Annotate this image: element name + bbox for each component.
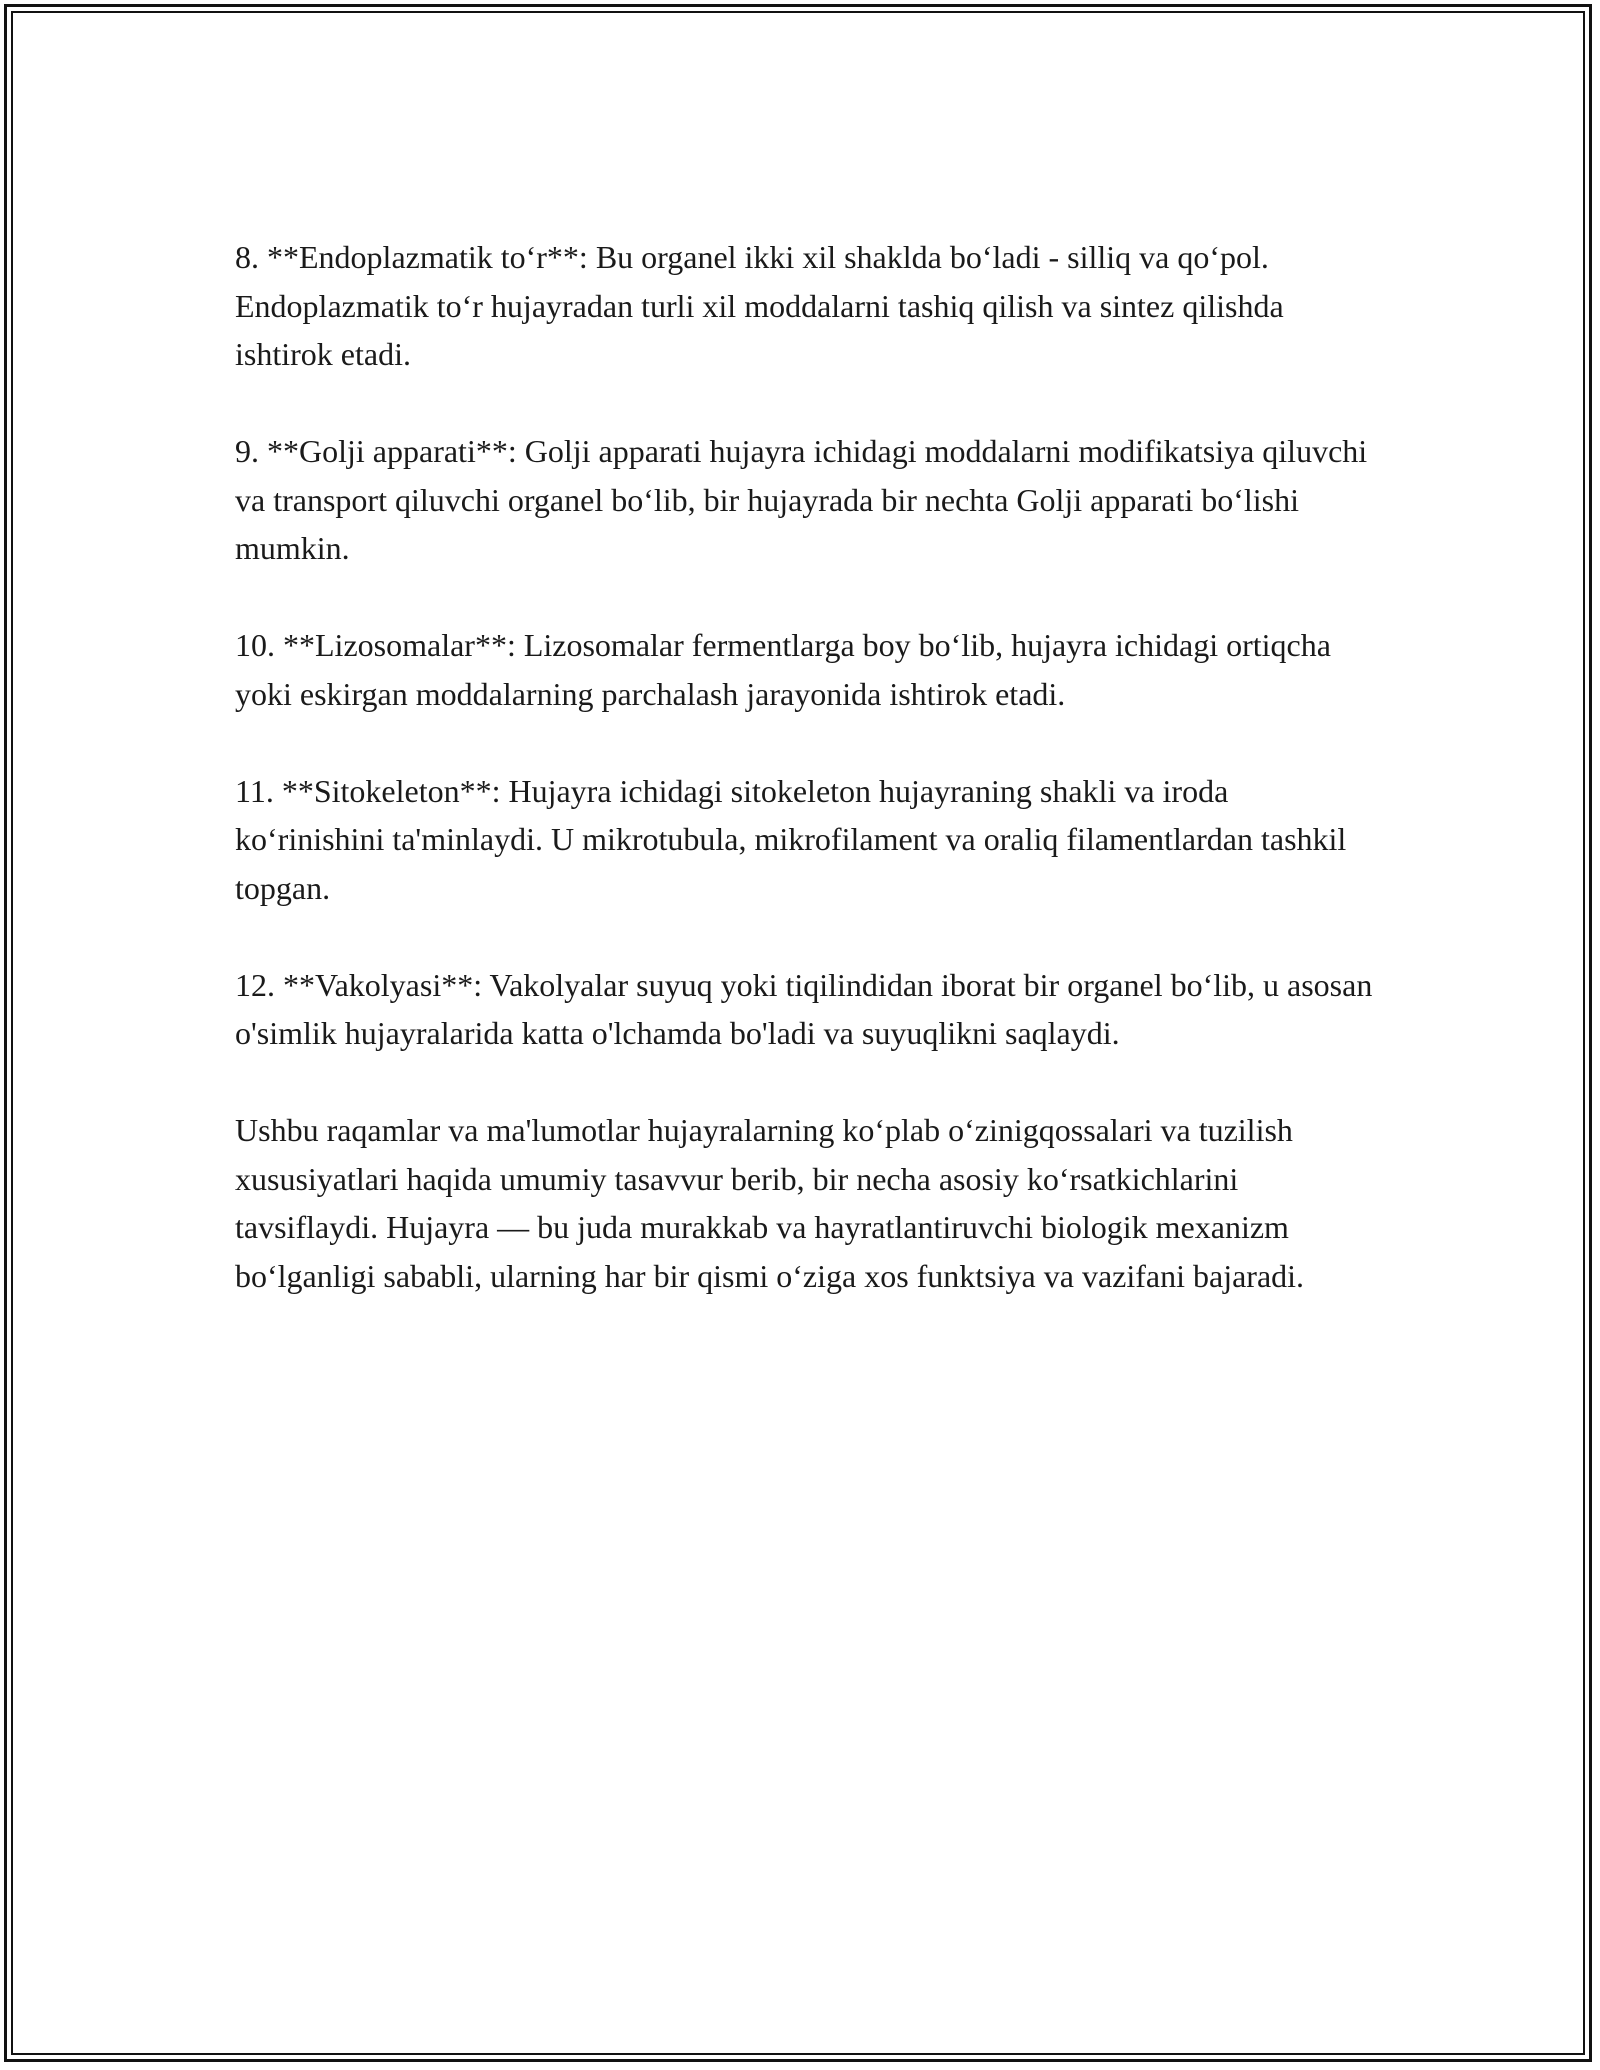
- document-body: [235, 233, 1375, 1349]
- paragraph-lysosomes: 10. **Lizosomalar**: Lizosomalar fermentlarga boy bo‘lib, hujayra ichidagi ortiqcha yoki eskirgan moddalarning parchalash jarayonida ishtirok etadi.: [235, 627, 1331, 712]
- paragraph-vacuole: 12. **Vakolyasi**: Vakolyalar suyuq yoki tiqilindidan iborat bir organel bo‘lib, u asosan o'simlik hujayralarida katta o'lchamda bo'ladi va suyuqlikni saqlaydi.: [235, 966, 1373, 1051]
- paragraph-golgi-apparatus: 9. **Golji apparati**: Golji apparati hujayra ichidagi moddalarni modifikatsiya qiluvchi va transport qiluvchi organel bo‘lib, bir hujayrada bir nechta Golji apparati bo‘lishi mumkin.: [235, 433, 1368, 566]
- paragraph-cytoskeleton: 11. **Sitokeleton**: Hujayra ichidagi sitokeleton hujayraning shakli va iroda ko‘rinishini ta'minlaydi. U mikrotubula, mikrofilament va oraliq filamentlardan tashkil topgan.: [235, 772, 1347, 906]
- paragraph-endoplasmic-reticulum: 8. **Endoplazmatik to‘r**: Bu organel ikki xil shaklda bo‘ladi - silliq va qo‘pol. Endoplazmatik to‘r hujayradan turli xil moddalarni tashiq qilish va sintez qilishda ishtirok etadi.: [235, 239, 1284, 372]
- paragraph-summary: Ushbu raqamlar va ma'lumotlar hujayralarning ko‘plab o‘zinigqossalari va tuzilish xususiyatlari haqida umumiy tasavvur berib, bir necha asosiy ko‘rsatkichlarini tavsiflaydi. Hujayra — bu juda murakkab va hayratlantiruvchi biologik mexanizm bo‘lganligi sababli, ularning har bir qismi o‘ziga xos funktsiya va vazifani bajaradi.: [235, 1112, 1305, 1294]
